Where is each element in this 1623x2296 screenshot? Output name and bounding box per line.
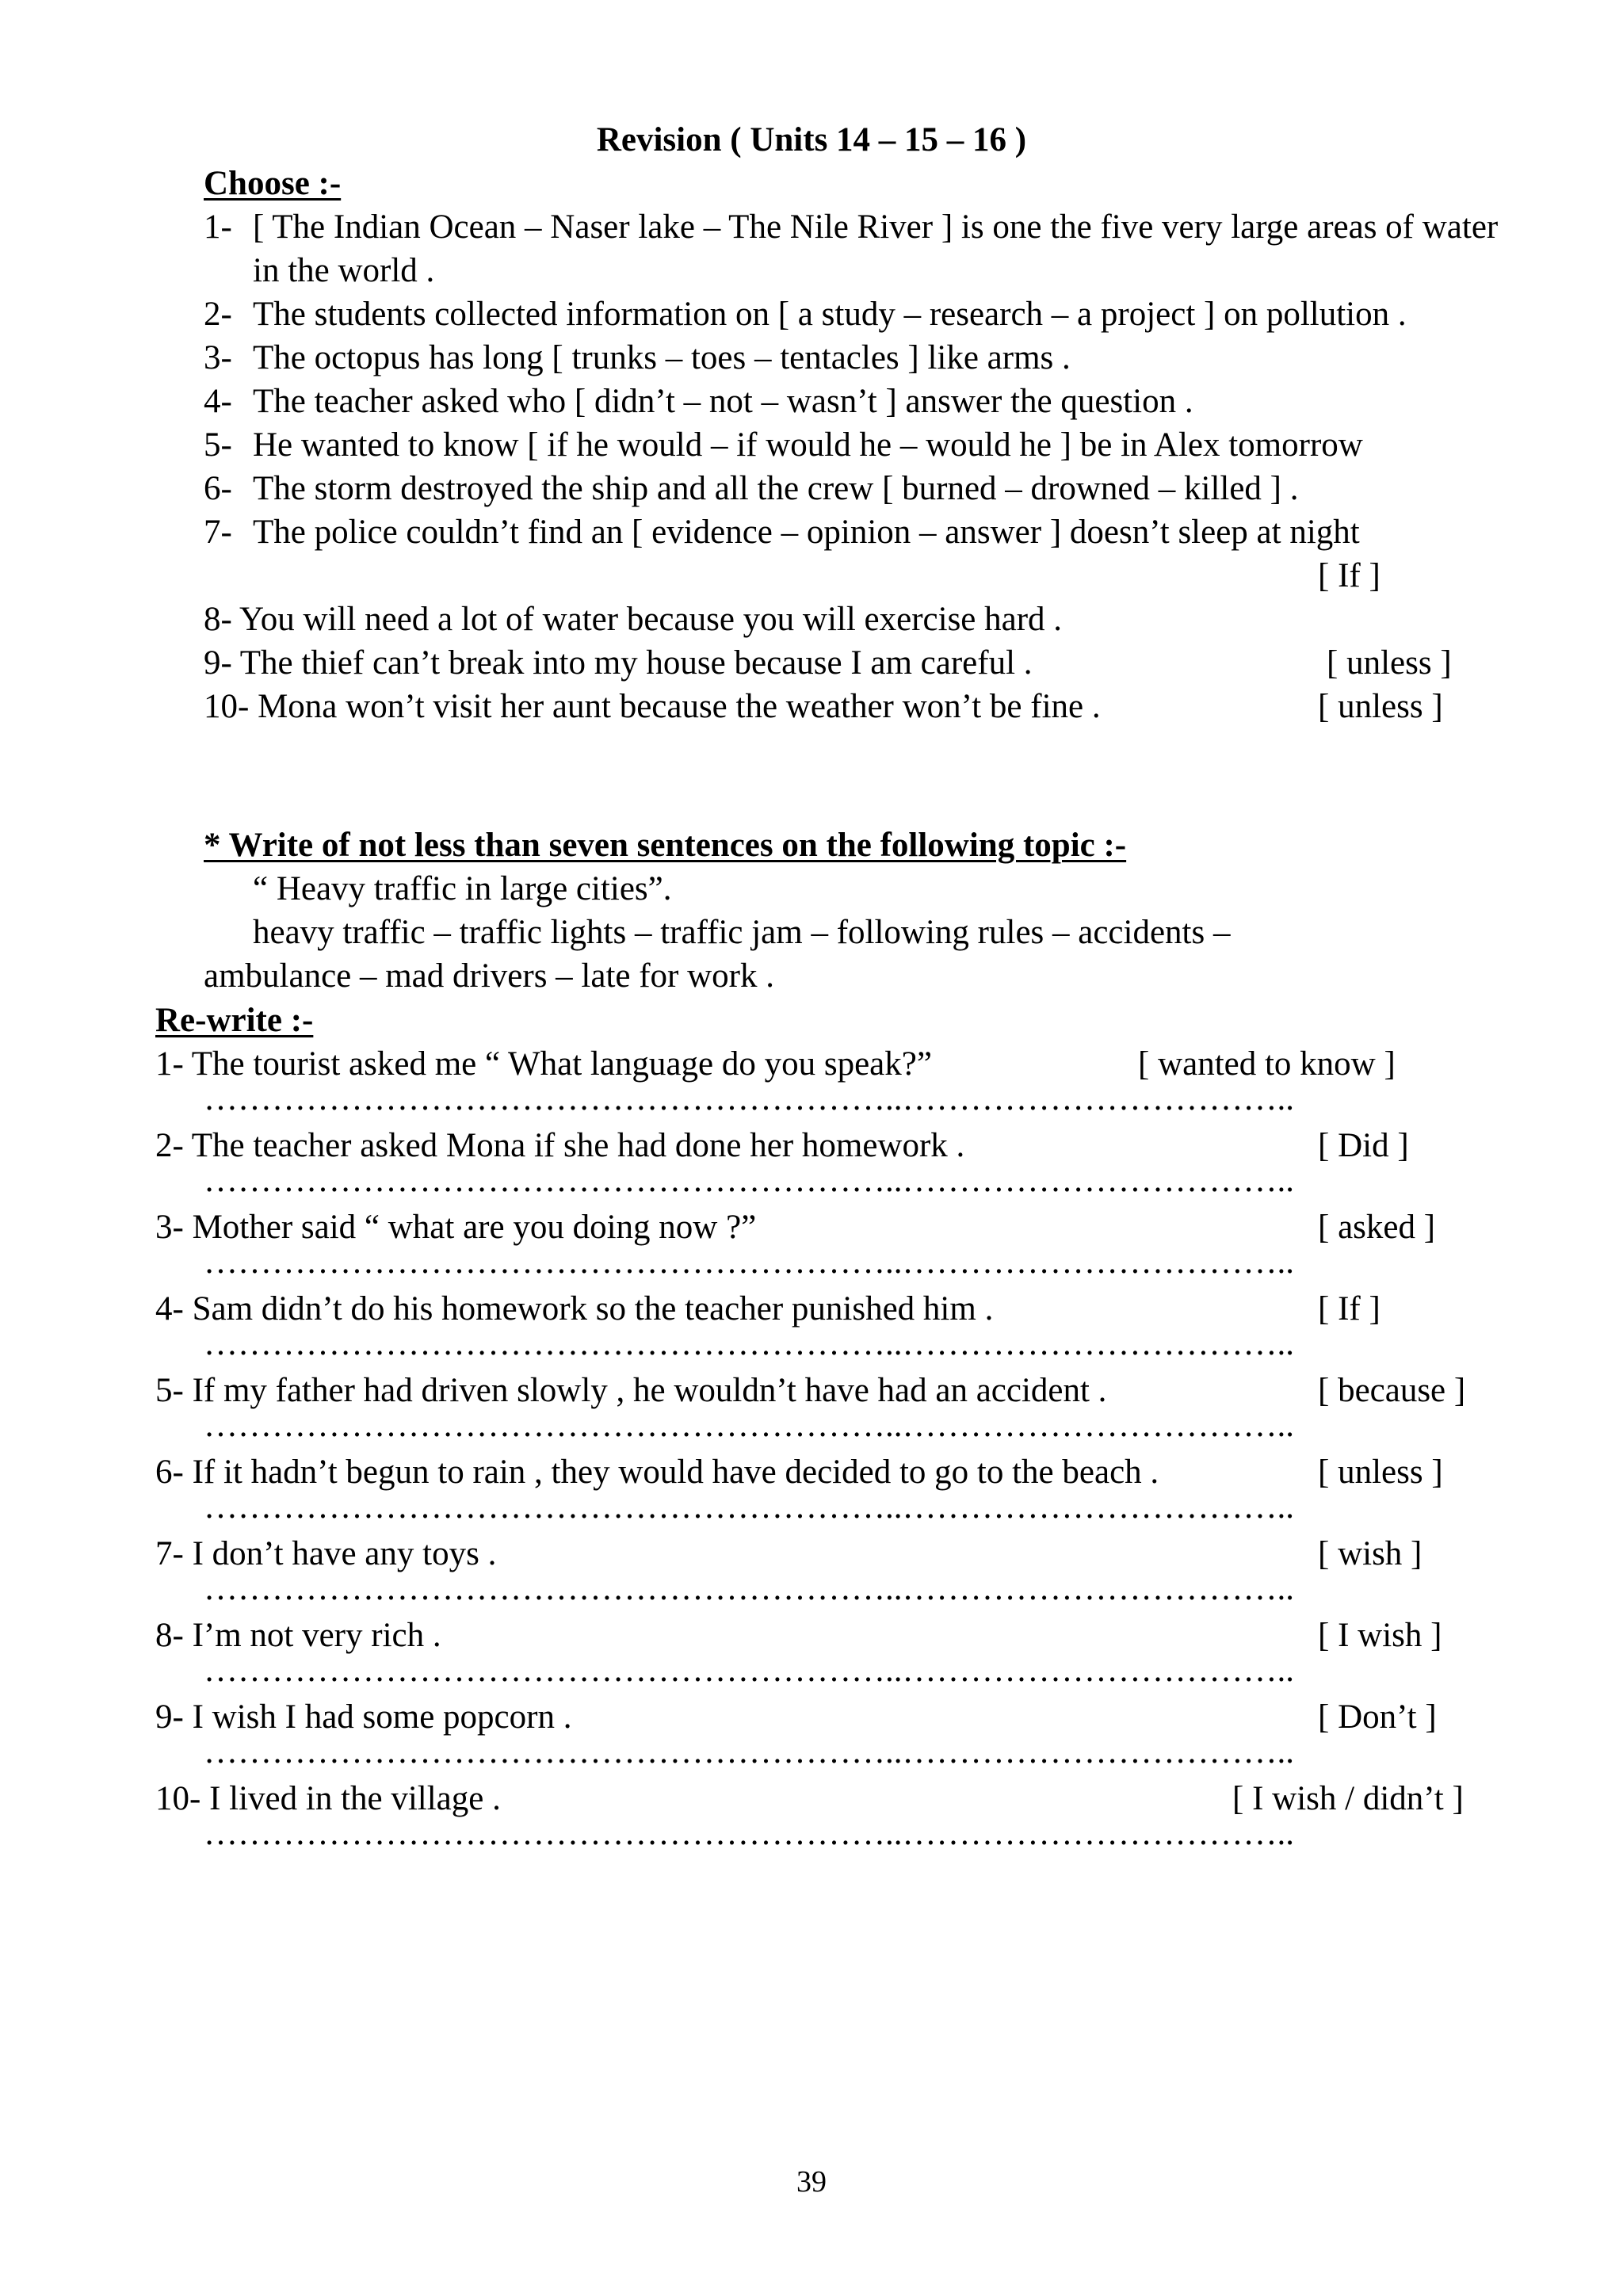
rewrite-sentence: 8- I’m not very rich . (155, 1617, 441, 1654)
rewrite-item (155, 1614, 1518, 1695)
rewrite-item (155, 1042, 1518, 1124)
topic-heading: * Write of not less than seven sentences on the following topic :- (204, 827, 1127, 864)
transform-hint: [ unless ] (1318, 688, 1443, 725)
answer-line[interactable]: ……………………………………………………..…………………………….. (204, 1325, 1294, 1362)
hint-row (204, 554, 1503, 598)
choose-list (204, 205, 1503, 728)
choose-item-number: 5- (204, 426, 232, 464)
rewrite-sentence: 3- Mother said “ what are you doing now ?” (155, 1209, 757, 1246)
transform-item-text: 8- You will need a lot of water because you will exercise hard . (204, 601, 1063, 638)
transform-hint: [ If ] (1318, 557, 1381, 594)
rewrite-sentence: 6- If it hadn’t begun to rain , they would have decided to go to the beach . (155, 1454, 1159, 1491)
choose-item (204, 205, 1503, 292)
choose-item-text: He wanted to know [ if he would – if would he – would he ] be in Alex tomorrow (253, 426, 1363, 464)
rewrite-item (155, 1777, 1518, 1859)
choose-item-text: The students collected information on [ a study – research – a project ] on pollution . (253, 296, 1407, 333)
rewrite-item (155, 1287, 1518, 1369)
transform-item-text: 9- The thief can’t break into my house because I am careful . (204, 644, 1033, 682)
choose-heading: Choose :- (204, 165, 342, 202)
choose-item-number: 7- (204, 514, 232, 551)
rewrite-sentence: 1- The tourist asked me “ What language do you speak?” (155, 1045, 932, 1083)
topic-title: “ Heavy traffic in large cities”. (253, 870, 672, 907)
choose-item (204, 336, 1503, 380)
rewrite-heading: Re-write :- (155, 1002, 314, 1039)
choose-item (204, 423, 1503, 467)
choose-item (204, 380, 1503, 423)
rewrite-item (155, 1369, 1518, 1450)
transform-item (204, 598, 1503, 641)
answer-line[interactable]: ……………………………………………………..…………………………….. (204, 1652, 1294, 1689)
rewrite-sentence: 4- Sam didn’t do his homework so the teacher punished him . (155, 1290, 994, 1328)
rewrite-hint: [ Don’t ] (1318, 1698, 1437, 1736)
rewrite-sentence: 5- If my father had driven slowly , he wouldn’t have had an accident . (155, 1372, 1107, 1409)
choose-item-number: 4- (204, 383, 232, 420)
choose-item-text: The police couldn’t find an [ evidence – opinion – answer ] doesn’t sleep at night (253, 514, 1360, 551)
page-number: 39 (796, 2165, 827, 2199)
rewrite-hint: [ I wish / didn’t ] (1232, 1780, 1464, 1817)
rewrite-sentence: 10- I lived in the village . (155, 1780, 501, 1817)
rewrite-hint: [ Did ] (1318, 1127, 1409, 1164)
transform-item-text: 10- Mona won’t visit her aunt because the weather won’t be fine . (204, 688, 1101, 725)
rewrite-hint: [ If ] (1318, 1290, 1381, 1328)
rewrite-hint: [ unless ] (1318, 1454, 1443, 1491)
rewrite-hint: [ asked ] (1318, 1209, 1436, 1246)
rewrite-item (155, 1124, 1518, 1205)
topic-keywords: ambulance – mad drivers – late for work . (204, 957, 774, 995)
choose-item (204, 292, 1503, 336)
choose-item-text: [ The Indian Ocean – Naser lake – The Nile River ] is one the five very large areas of water in the world . (253, 208, 1499, 289)
choose-item-number: 2- (204, 296, 232, 333)
topic-section (204, 823, 1503, 998)
choose-item-text: The octopus has long [ trunks – toes – tentacles ] like arms . (253, 339, 1071, 376)
choose-item-text: The storm destroyed the ship and all the crew [ burned – drowned – killed ] . (253, 470, 1299, 507)
rewrite-hint: [ because ] (1318, 1372, 1466, 1409)
rewrite-sentence: 7- I don’t have any toys . (155, 1535, 497, 1572)
transform-item (204, 685, 1503, 728)
transform-hint: [ unless ] (1327, 644, 1452, 682)
choose-item (204, 510, 1503, 554)
answer-line[interactable]: ……………………………………………………..…………………………….. (204, 1162, 1294, 1199)
rewrite-item (155, 1450, 1518, 1532)
answer-line[interactable]: ……………………………………………………..…………………………….. (204, 1244, 1294, 1281)
rewrite-sentence: 2- The teacher asked Mona if she had done her homework . (155, 1127, 965, 1164)
choose-item-number: 6- (204, 470, 232, 507)
answer-line[interactable]: ……………………………………………………..…………………………….. (204, 1815, 1294, 1852)
rewrite-item (155, 1532, 1518, 1614)
rewrite-item (155, 1695, 1518, 1777)
answer-line[interactable]: ……………………………………………………..…………………………….. (204, 1407, 1294, 1444)
page-title: Revision ( Units 14 – 15 – 16 ) (596, 121, 1027, 159)
rewrite-hint: [ wanted to know ] (1138, 1045, 1396, 1083)
choose-item-text: The teacher asked who [ didn’t – not – wasn’t ] answer the question . (253, 383, 1193, 420)
rewrite-sentence: 9- I wish I had some popcorn . (155, 1698, 572, 1736)
choose-item-number: 3- (204, 339, 232, 376)
answer-line[interactable]: ……………………………………………………..…………………………….. (204, 1080, 1294, 1117)
answer-line[interactable]: ……………………………………………………..…………………………….. (204, 1488, 1294, 1526)
rewrite-list (155, 1042, 1518, 1859)
rewrite-hint: [ I wish ] (1318, 1617, 1442, 1654)
answer-line[interactable]: ……………………………………………………..…………………………….. (204, 1570, 1294, 1607)
rewrite-item (155, 1205, 1518, 1287)
choose-item (204, 467, 1503, 510)
topic-keywords: heavy traffic – traffic lights – traffic jam – following rules – accidents – (253, 914, 1231, 951)
answer-line[interactable]: ……………………………………………………..…………………………….. (204, 1733, 1294, 1771)
transform-item (204, 641, 1503, 685)
choose-item-number: 1- (204, 208, 232, 246)
rewrite-hint: [ wish ] (1318, 1535, 1423, 1572)
